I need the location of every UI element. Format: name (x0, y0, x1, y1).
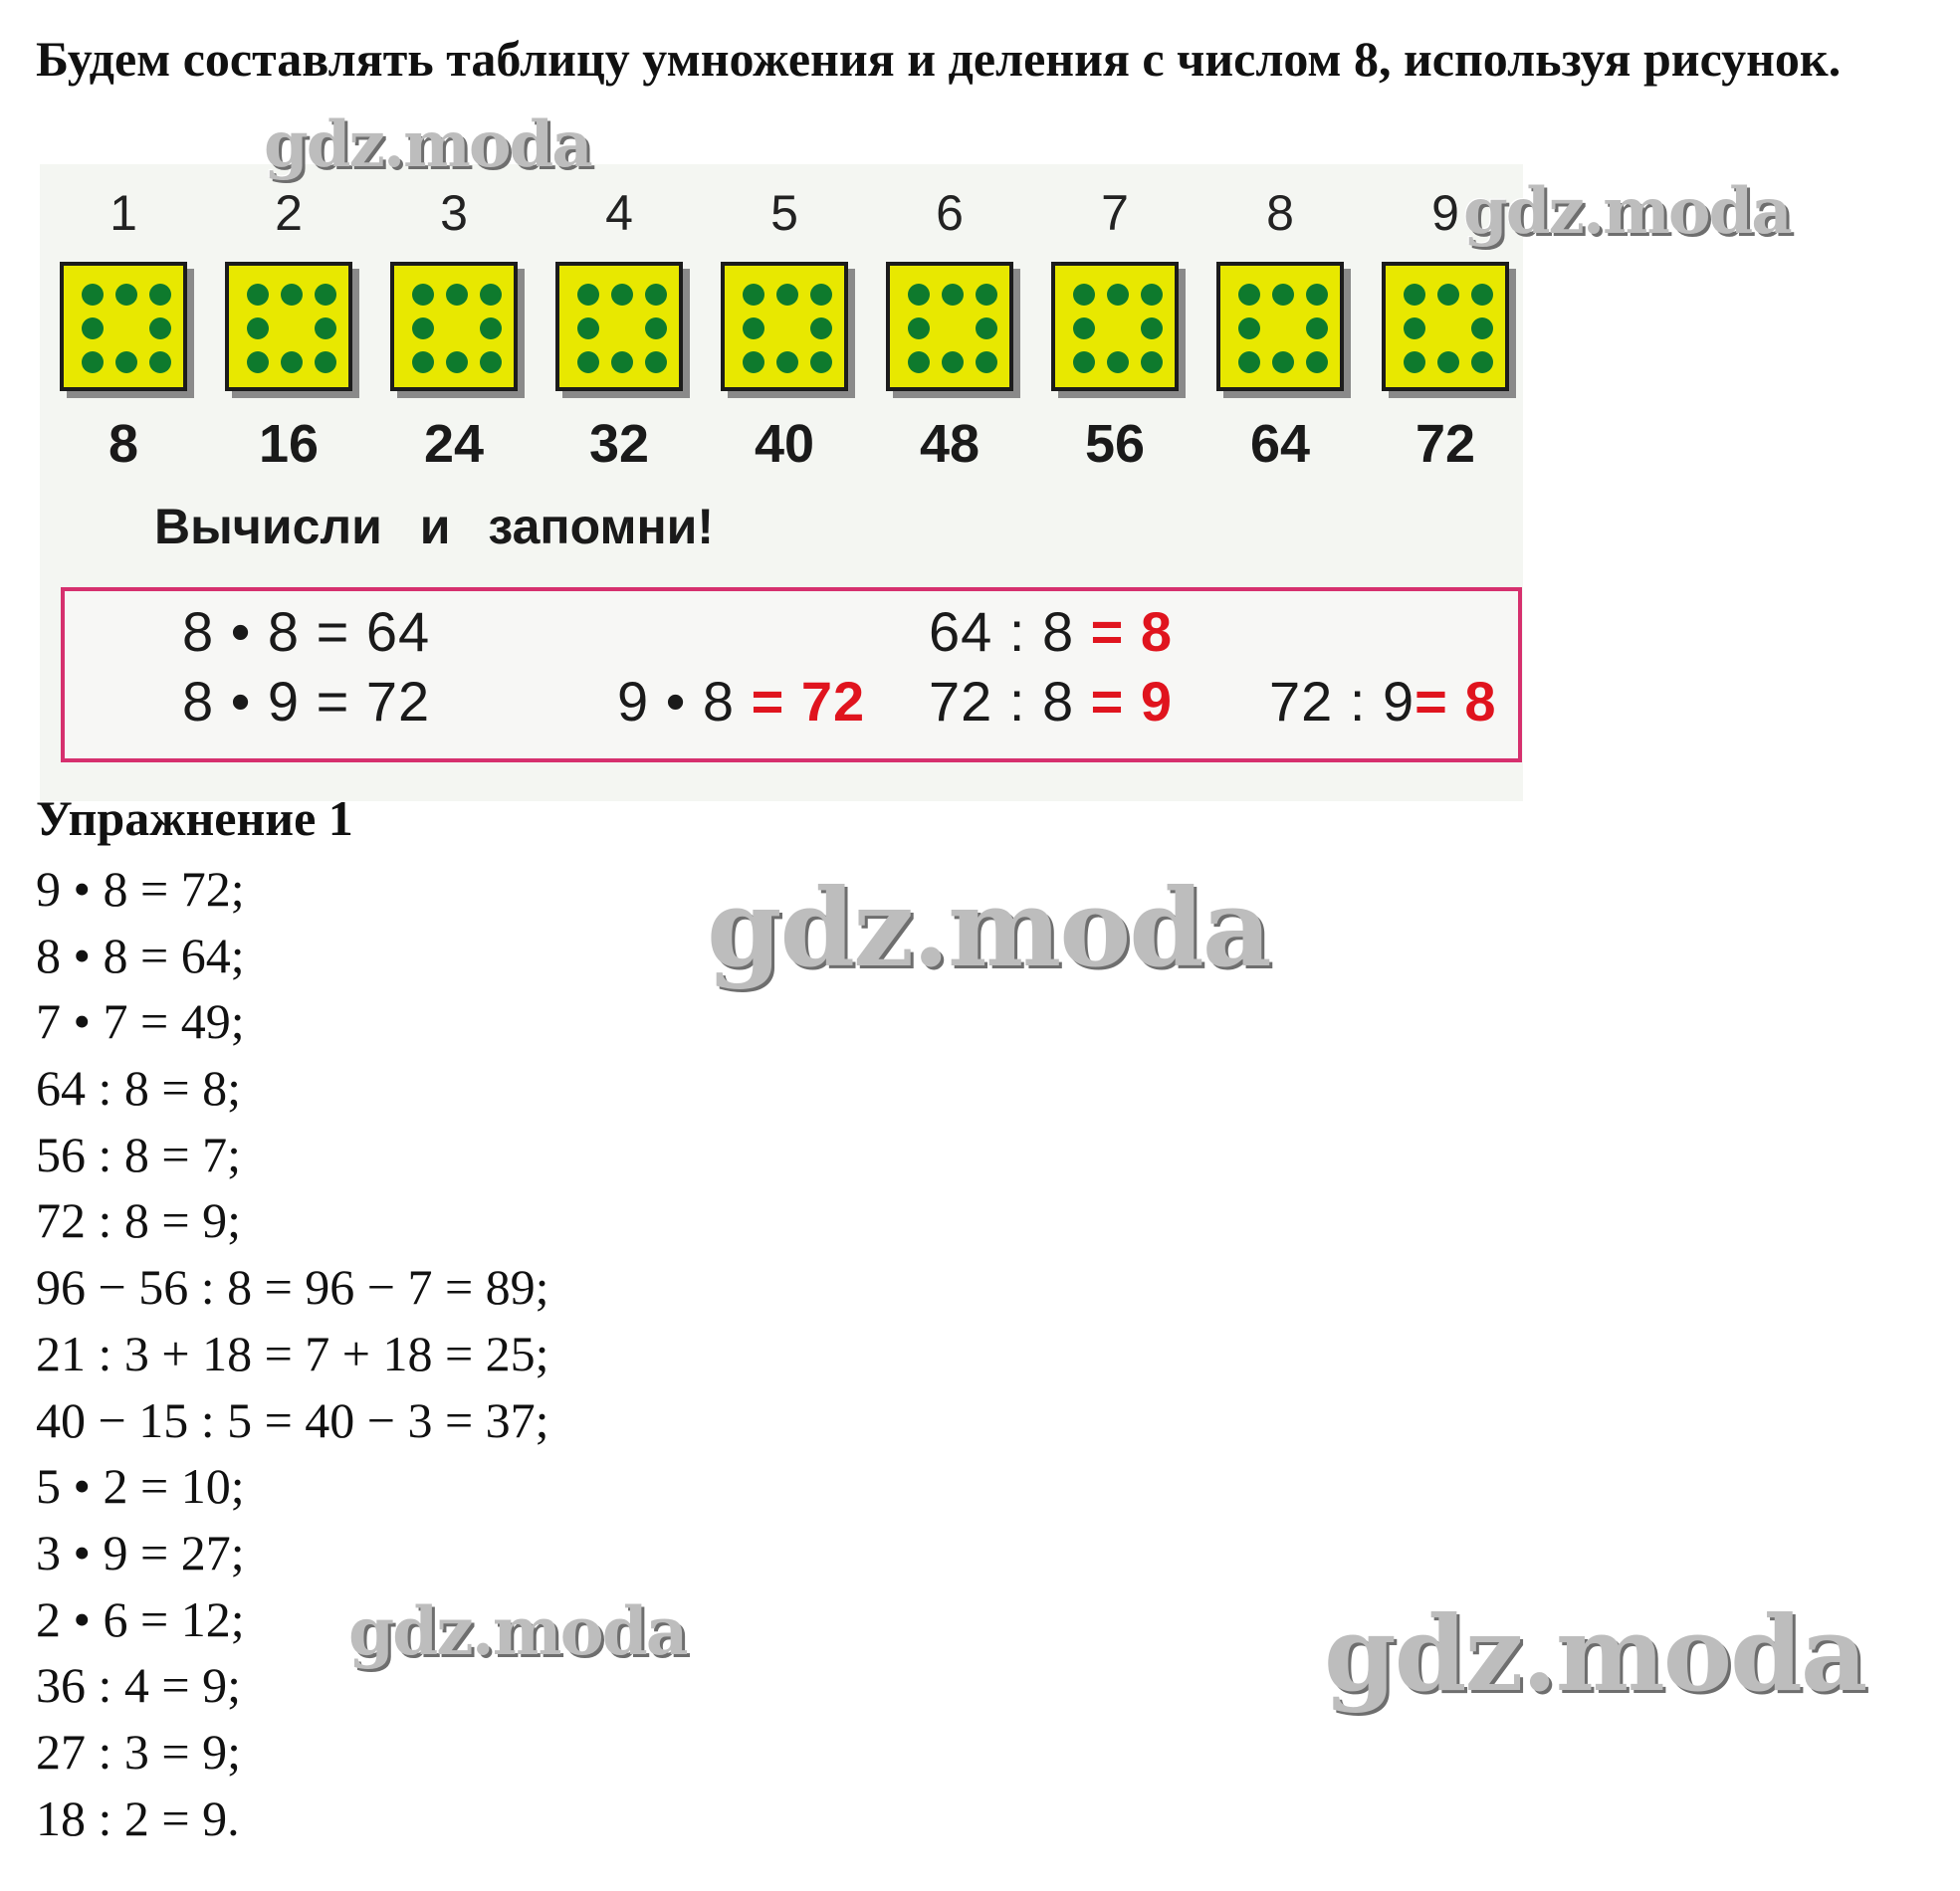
dot-icon (412, 317, 434, 339)
bottom-number: 8 (108, 414, 139, 474)
dot-icon (976, 284, 997, 306)
dot-icon (976, 351, 997, 373)
top-number: 3 (440, 185, 468, 241)
bottom-number: 24 (423, 414, 485, 474)
dot-icon (1471, 351, 1493, 373)
dot-icon (810, 351, 832, 373)
remember-heading: Вычисли и запомни! (154, 499, 715, 554)
dot-icon (976, 317, 997, 339)
dice-card (1216, 262, 1344, 391)
bottom-number: 48 (919, 414, 980, 474)
dot-icon (412, 284, 434, 306)
dot-icon (1272, 284, 1294, 306)
dot-icon (149, 284, 171, 306)
dot-icon (1437, 351, 1459, 373)
watermark: gdz.moda (1324, 1592, 1866, 1715)
bottom-number: 40 (754, 414, 815, 474)
dot-icon (315, 284, 336, 306)
top-number: 8 (1266, 185, 1294, 241)
dot-icon (1238, 284, 1260, 306)
equation-8x8: 8 • 8 = 64 (182, 600, 431, 663)
exercise-lines (36, 856, 549, 1851)
dot-icon (645, 351, 667, 373)
exercise-line: 64 : 8 = 8; (36, 1060, 241, 1117)
dot-icon (645, 317, 667, 339)
dot-icon (908, 284, 930, 306)
exercise-line: 56 : 8 = 7; (36, 1126, 241, 1182)
dot-icon (149, 317, 171, 339)
dot-icon (1141, 317, 1163, 339)
dice-card (555, 262, 683, 391)
task-intro: Будем составлять таблицу умножения и деления с числом 8, используя рисунок. (36, 31, 1842, 87)
exercise-line: 3 • 9 = 27; (36, 1524, 245, 1580)
dot-icon (1073, 284, 1095, 306)
top-number: 9 (1431, 185, 1459, 241)
dot-icon (247, 284, 269, 306)
dot-icon (611, 284, 633, 306)
dot-icon (776, 351, 798, 373)
dot-icon (1404, 284, 1425, 306)
dot-icon (743, 351, 764, 373)
equation-64div8: 64 : 8 = 8 (929, 600, 1174, 663)
top-number: 1 (109, 185, 137, 241)
dot-icon (480, 317, 502, 339)
watermark: gdz.moda (348, 1592, 687, 1670)
watermark: gdz.moda (1463, 174, 1791, 249)
dot-icon (1471, 317, 1493, 339)
exercise-title: Упражнение 1 (36, 790, 353, 846)
dot-icon (247, 317, 269, 339)
dot-icon (942, 351, 964, 373)
top-number: 7 (1101, 185, 1129, 241)
equation-9x8: 9 • 8 = 72 (617, 670, 866, 733)
equation-8x9: 8 • 9 = 72 (182, 670, 431, 733)
watermark: gdz.moda (707, 866, 1270, 991)
dot-icon (115, 351, 137, 373)
dot-icon (82, 284, 104, 306)
exercise-line: 9 • 8 = 72; (36, 861, 245, 917)
dot-icon (1238, 317, 1260, 339)
dot-icon (577, 284, 599, 306)
dot-icon (446, 284, 468, 306)
dot-icon (743, 317, 764, 339)
dot-icon (810, 284, 832, 306)
top-number: 5 (770, 185, 798, 241)
dot-icon (1404, 351, 1425, 373)
dot-icon (315, 351, 336, 373)
bottom-number: 72 (1415, 414, 1476, 474)
dot-icon (1238, 351, 1260, 373)
exercise-line: 36 : 4 = 9; (36, 1657, 241, 1714)
equation-72div9: 72 : 9= 8 (1269, 670, 1497, 733)
exercise-line: 72 : 8 = 9; (36, 1192, 241, 1249)
exercise-line: 27 : 3 = 9; (36, 1723, 241, 1780)
top-number: 4 (605, 185, 633, 241)
dice-card (1382, 262, 1509, 391)
dot-icon (281, 284, 303, 306)
dot-icon (810, 317, 832, 339)
dot-icon (247, 351, 269, 373)
dot-icon (480, 351, 502, 373)
dice-card (886, 262, 1013, 391)
dot-icon (1073, 351, 1095, 373)
exercise-line: 40 − 15 : 5 = 40 − 3 = 37; (36, 1391, 549, 1448)
dot-icon (1306, 284, 1328, 306)
equations-box (61, 587, 1522, 762)
dice-card (225, 262, 352, 391)
top-number: 2 (275, 185, 303, 241)
bottom-number: 16 (258, 414, 320, 474)
dot-icon (645, 284, 667, 306)
dot-icon (1141, 284, 1163, 306)
dice-card (60, 262, 187, 391)
dot-icon (1073, 317, 1095, 339)
dot-icon (942, 284, 964, 306)
exercise-line: 96 − 56 : 8 = 96 − 7 = 89; (36, 1259, 549, 1316)
equation-72div8: 72 : 8 = 9 (929, 670, 1174, 733)
watermark: gdz.moda (264, 107, 591, 182)
bottom-number: 32 (588, 414, 650, 474)
dot-icon (1272, 351, 1294, 373)
exercise-line: 21 : 3 + 18 = 7 + 18 = 25; (36, 1325, 549, 1381)
dot-icon (412, 351, 434, 373)
dot-icon (315, 317, 336, 339)
dot-icon (82, 351, 104, 373)
dot-icon (82, 317, 104, 339)
dot-icon (743, 284, 764, 306)
dice-card (721, 262, 848, 391)
dice-card (390, 262, 518, 391)
dot-icon (1306, 317, 1328, 339)
dot-icon (577, 317, 599, 339)
dot-icon (480, 284, 502, 306)
dot-icon (1141, 351, 1163, 373)
top-number: 6 (936, 185, 964, 241)
dot-icon (1306, 351, 1328, 373)
dot-icon (1404, 317, 1425, 339)
exercise-line: 8 • 8 = 64; (36, 927, 245, 983)
dot-icon (577, 351, 599, 373)
multiplication-figure (40, 164, 1523, 801)
exercise-line: 2 • 6 = 12; (36, 1590, 245, 1647)
exercise-line: 18 : 2 = 9. (36, 1789, 240, 1846)
exercise-line: 5 • 2 = 10; (36, 1458, 245, 1515)
dot-icon (1107, 351, 1129, 373)
dice-card (1051, 262, 1179, 391)
dot-icon (776, 284, 798, 306)
dot-icon (1471, 284, 1493, 306)
bottom-number: 64 (1249, 414, 1311, 474)
dot-icon (611, 351, 633, 373)
dot-icon (281, 351, 303, 373)
dot-icon (1437, 284, 1459, 306)
exercise-line: 7 • 7 = 49; (36, 993, 245, 1050)
dot-icon (446, 351, 468, 373)
dot-icon (908, 317, 930, 339)
dot-icon (1107, 284, 1129, 306)
dot-icon (115, 284, 137, 306)
bottom-number: 56 (1084, 414, 1146, 474)
dot-icon (149, 351, 171, 373)
dot-icon (908, 351, 930, 373)
